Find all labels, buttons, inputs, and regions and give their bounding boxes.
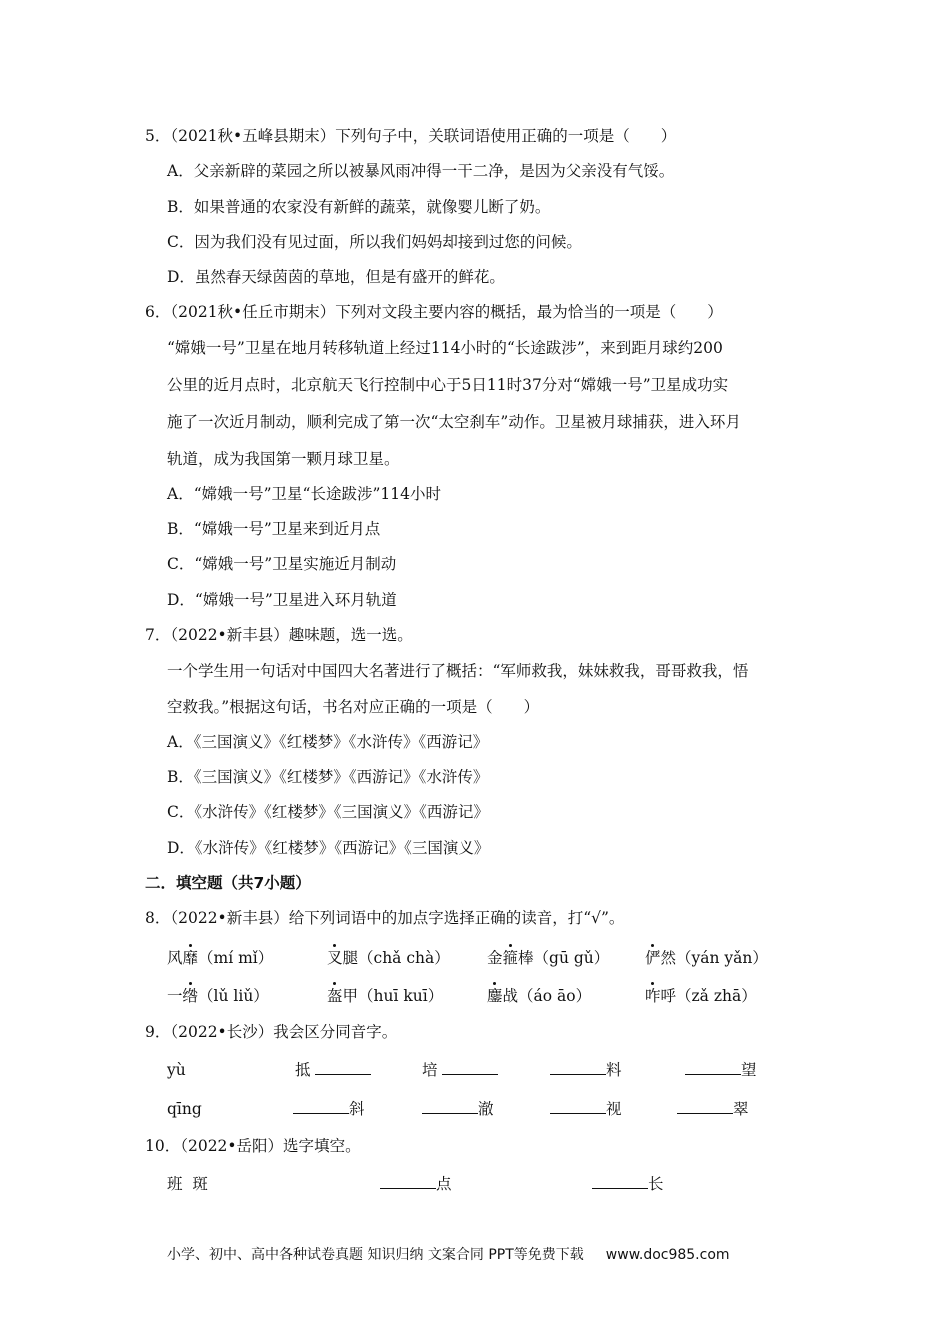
- blank-line[interactable]: [315, 1059, 371, 1075]
- blank-line[interactable]: [550, 1059, 606, 1075]
- q7-option-d: D．《水浒传》《红楼梦》《西游记》《三国演义》: [167, 839, 490, 857]
- blank-line[interactable]: [293, 1098, 349, 1114]
- fill-item: 斜: [293, 1098, 365, 1120]
- fill-item: 点: [380, 1173, 452, 1195]
- footer-text: 小学、初中、高中各种试卷真题 知识归纳 文案合同 PPT等免费下载: [167, 1247, 584, 1263]
- q8-word: 一绺（lǔ liǔ）: [167, 987, 269, 1005]
- blank-line[interactable]: [550, 1098, 606, 1114]
- q6-passage-line: 施了一次近月制动，顺利完成了第一次“太空刹车”动作。卫星被月球捕获，进入环月: [167, 413, 741, 431]
- blank-line[interactable]: [380, 1173, 436, 1189]
- q6-passage-line: 轨道，成为我国第一颗月球卫星。: [167, 450, 400, 468]
- pinyin-label: yù: [167, 1061, 186, 1079]
- blank-line[interactable]: [442, 1059, 498, 1075]
- q7-option-c: C．《水浒传》《红楼梦》《三国演义》《西游记》: [167, 803, 489, 821]
- q8-word: 咋呼（zǎ zhā）: [645, 987, 757, 1005]
- q5-option-a: A．父亲新辟的菜园之所以被暴风雨冲得一干二净，是因为父亲没有气馁。: [167, 162, 675, 180]
- fill-item: 培: [422, 1059, 498, 1081]
- q7-stem: 7．（2022•新丰县）趣味题，选一选。: [145, 626, 413, 644]
- fill-item: 望: [685, 1059, 757, 1081]
- q6-passage-line: 公里的近月点时，北京航天飞行控制中心于5日11时37分对“嫦娥一号”卫星成功实: [167, 376, 729, 394]
- q8-stem: 8．（2022•新丰县）给下列词语中的加点字选择正确的读音，打“√”。: [145, 909, 625, 927]
- q5-stem: 5．（2021秋•五峰县期末）下列句子中，关联词语使用正确的一项是（ ）: [145, 127, 677, 145]
- q5-option-b: B．如果普通的农家没有新鲜的蔬菜，就像婴儿断了奶。: [167, 198, 551, 216]
- q5-option-d: D．虽然春天绿茵茵的草地，但是有盛开的鲜花。: [167, 268, 505, 286]
- fill-item: 翠: [677, 1098, 749, 1120]
- q6-option-d: D．“嫦娥一号”卫星进入环月轨道: [167, 591, 397, 609]
- blank-line[interactable]: [677, 1098, 733, 1114]
- footer-url[interactable]: www.doc985.com: [605, 1247, 730, 1263]
- fill-item: 视: [550, 1098, 622, 1120]
- q7-option-a: A．《三国演义》《红楼梦》《水浒传》《西游记》: [167, 733, 489, 751]
- q8-word: 鏖战（áo āo）: [487, 987, 592, 1005]
- q8-word: 俨然（yán yǎn）: [645, 949, 768, 967]
- q7-body-line: 空救我。”根据这句话，书名对应正确的一项是（ ）: [167, 698, 540, 716]
- fill-item: 长: [592, 1173, 664, 1195]
- q7-option-b: B．《三国演义》《红楼梦》《西游记》《水浒传》: [167, 768, 489, 786]
- q9-stem: 9．（2022•长沙）我会区分同音字。: [145, 1023, 398, 1041]
- blank-line[interactable]: [422, 1098, 478, 1114]
- q7-body-line: 一个学生用一句话对中国四大名著进行了概括：“军师救我，妹妹救我，哥哥救我，悟: [167, 662, 749, 680]
- q6-option-b: B．“嫦娥一号”卫星来到近月点: [167, 520, 381, 538]
- q8-word: 金箍棒（gū gǔ）: [487, 949, 610, 967]
- q6-passage-line: “嫦娥一号”卫星在地月转移轨道上经过114小时的“长途跋涉”，来到距月球约200: [167, 339, 723, 357]
- section-heading: 二．填空题（共7小题）: [145, 874, 311, 892]
- q5-option-c: C．因为我们没有见过面，所以我们妈妈却接到过您的问候。: [167, 233, 582, 251]
- footer: [167, 1244, 730, 1264]
- q8-word: 风靡（mí mǐ）: [167, 949, 274, 967]
- q8-word: 叉腿（chǎ chà）: [327, 949, 450, 967]
- q8-word: 盔甲（huī kuī）: [327, 987, 444, 1005]
- fill-item: 抵: [295, 1059, 371, 1081]
- q10-chars: 班 斑: [167, 1175, 208, 1193]
- q6-option-c: C．“嫦娥一号”卫星实施近月制动: [167, 555, 397, 573]
- q6-option-a: A．“嫦娥一号”卫星“长途跋涉”114小时: [167, 485, 441, 503]
- q6-stem: 6．（2021秋•任丘市期末）下列对文段主要内容的概括，最为恰当的一项是（ ）: [145, 303, 723, 321]
- blank-line[interactable]: [592, 1173, 648, 1189]
- q10-stem: 10．（2022•岳阳）选字填空。: [145, 1137, 361, 1155]
- blank-line[interactable]: [685, 1059, 741, 1075]
- pinyin-label: qīng: [167, 1100, 202, 1118]
- fill-item: 料: [550, 1059, 622, 1081]
- fill-item: 澈: [422, 1098, 494, 1120]
